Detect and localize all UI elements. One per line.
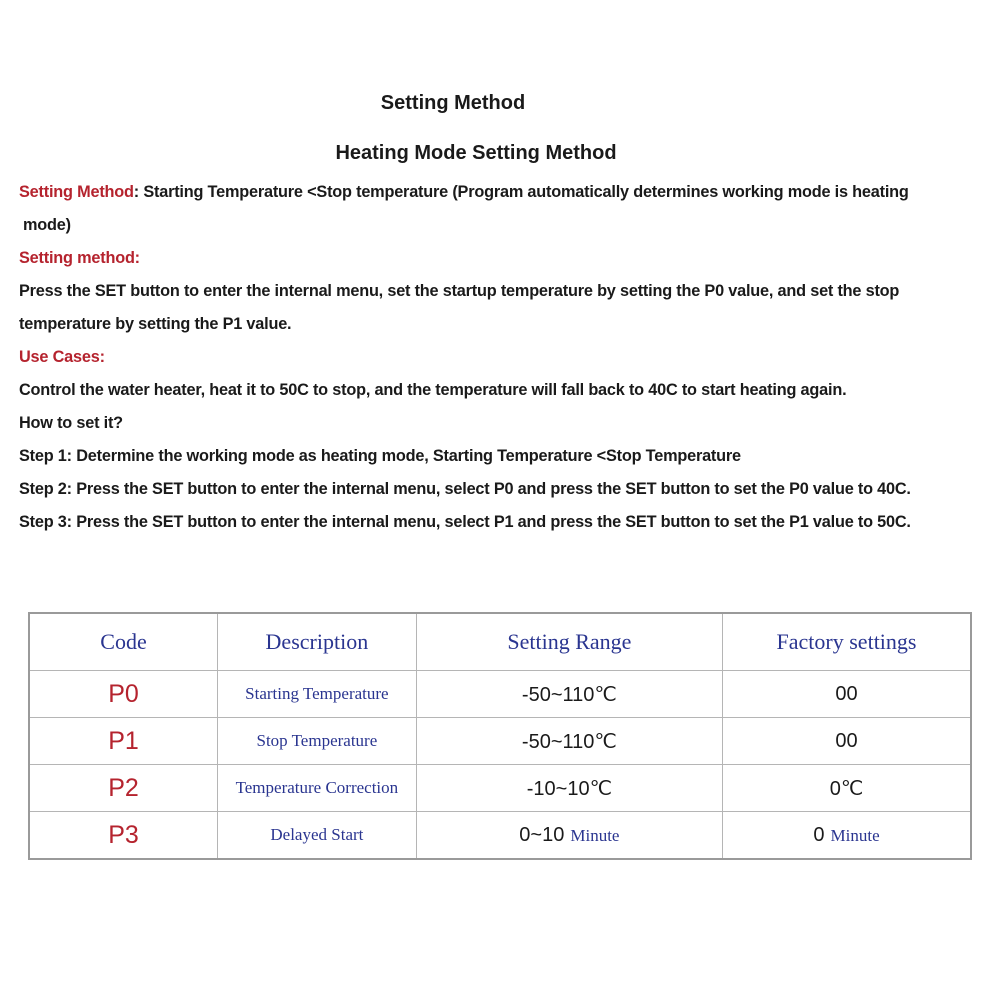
cell-code: P1 — [29, 718, 218, 765]
cell-range — [416, 812, 722, 860]
header-description: Description — [218, 613, 417, 671]
cell-code: P3 — [29, 812, 218, 860]
cell-range — [416, 765, 722, 812]
setting-method2-text-cont: temperature by setting the P1 value. — [19, 315, 292, 333]
cell-factory — [723, 812, 971, 860]
table-row — [29, 671, 971, 718]
setting-method-line — [19, 183, 909, 202]
cell-code: P0 — [29, 671, 218, 718]
page-title: Setting Method — [380, 92, 526, 114]
cell-description: Temperature Correction — [218, 765, 417, 812]
setting-method-text-cont: mode) — [23, 216, 71, 234]
page-subtitle: Heating Mode Setting Method — [335, 142, 617, 164]
use-cases-text: Control the water heater, heat it to 50C to stop, and the temperature will fall back to 40C to start heating again. — [19, 381, 847, 399]
header-setting-range: Setting Range — [416, 613, 722, 671]
cell-factory — [723, 671, 971, 718]
cell-code: P2 — [29, 765, 218, 812]
cell-factory — [723, 718, 971, 765]
factory-value: 00 — [835, 729, 858, 752]
table-row — [29, 812, 971, 860]
factory-unit: Minute — [830, 825, 880, 845]
header-factory-settings: Factory settings — [723, 613, 971, 671]
header-code: Code — [29, 613, 218, 671]
factory-value: 0℃ — [829, 777, 864, 800]
cell-description: Delayed Start — [218, 812, 417, 860]
range-value: -50~110℃ — [521, 683, 617, 706]
table-row — [29, 718, 971, 765]
use-cases-label: Use Cases: — [19, 348, 105, 366]
factory-value: 0 — [813, 823, 825, 846]
setting-method-colon: : — [133, 183, 144, 201]
setting-method2-label: Setting method: — [19, 249, 140, 267]
step-1: Step 1: Determine the working mode as heating mode, Starting Temperature <Stop Temperature — [19, 447, 741, 465]
cell-description: Stop Temperature — [218, 718, 417, 765]
cell-factory — [723, 765, 971, 812]
setting-method2-text: Press the SET button to enter the internal menu, set the startup temperature by setting the P0 value, and set the stop — [19, 282, 900, 300]
setting-method-text: Starting Temperature <Stop temperature (Program automatically determines working mode is heating — [143, 183, 909, 201]
table-row — [29, 765, 971, 812]
range-value: -10~10℃ — [526, 777, 613, 800]
step-2: Step 2: Press the SET button to enter the internal menu, select P0 and press the SET button to set the P0 value to 40C. — [19, 480, 911, 498]
range-unit: Minute — [570, 825, 620, 845]
how-to-heading: How to set it? — [19, 414, 123, 432]
step-3: Step 3: Press the SET button to enter the internal menu, select P1 and press the SET button to set the P1 value to 50C. — [19, 513, 911, 531]
range-value: 0~10 — [519, 823, 565, 846]
parameter-table — [28, 612, 972, 860]
cell-range — [416, 718, 722, 765]
range-value: -50~110℃ — [521, 730, 617, 753]
factory-value: 00 — [835, 682, 858, 705]
cell-range — [416, 671, 722, 718]
table-header-row — [29, 613, 971, 671]
cell-description: Starting Temperature — [218, 671, 417, 718]
setting-method-label: Setting Method — [19, 183, 134, 201]
